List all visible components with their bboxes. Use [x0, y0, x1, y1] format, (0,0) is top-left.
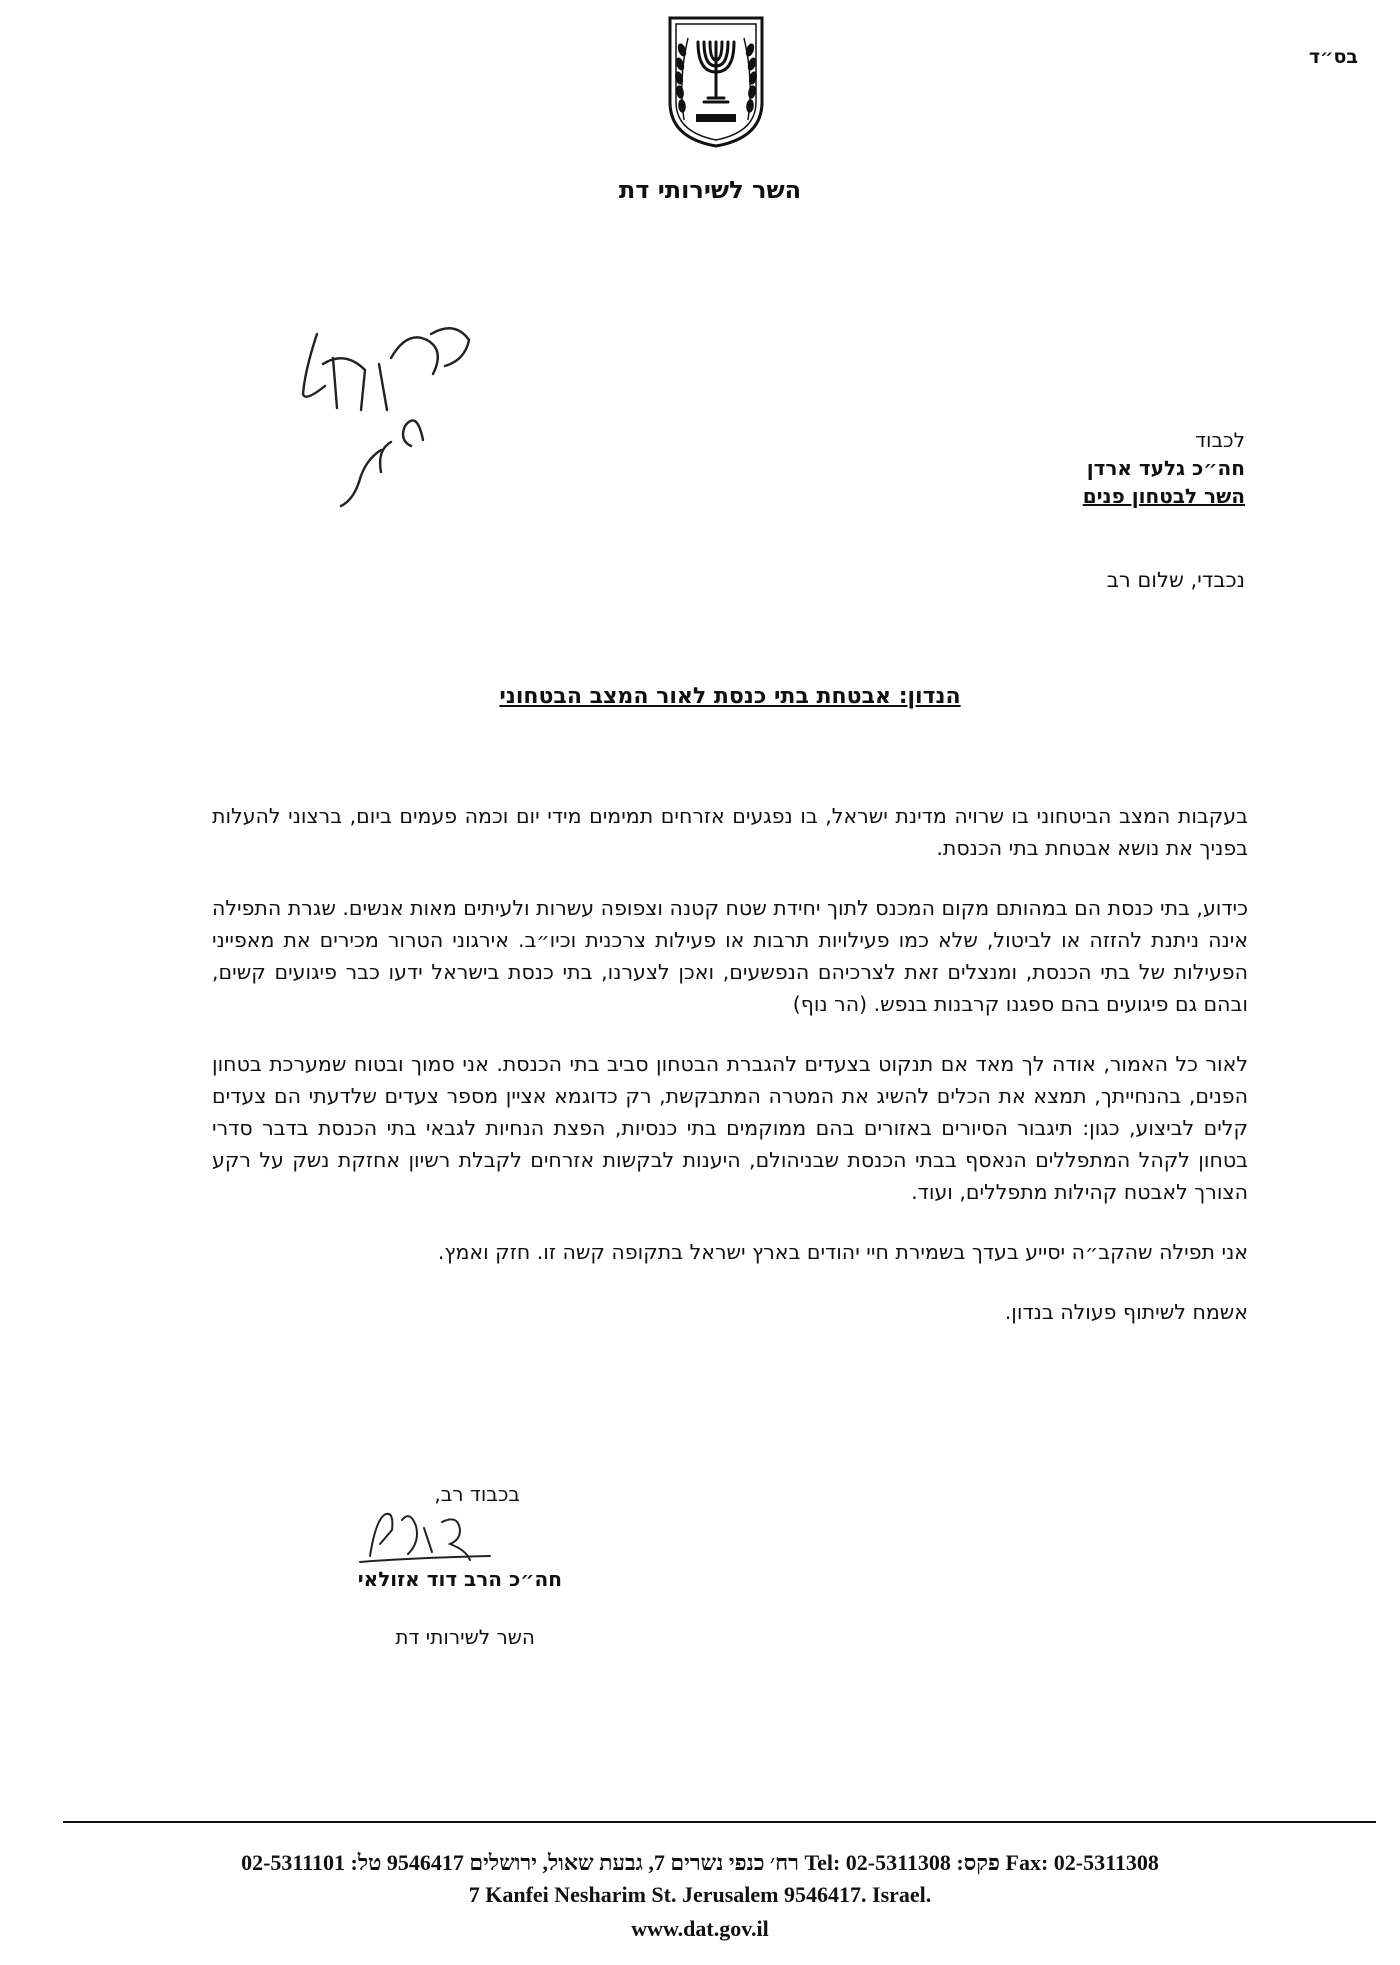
signer-name: חה״כ הרב דוד אזולאי: [357, 1567, 562, 1591]
handwritten-note-icon: [295, 310, 485, 520]
state-emblem-icon: [660, 10, 772, 150]
recipient-honorific: לכבוד: [1195, 428, 1245, 452]
footer-contact-line: רח׳ כנפי נשרים 7, גבעת שאול, ירושלים 9546417 טל: 02-5311101 Tel: 02-5311308 :פקס Fax: 02-5311308: [241, 1850, 1159, 1875]
recipient-name: חה״כ גלעד ארדן: [1086, 456, 1245, 480]
ministry-title: השר לשירותי דת: [618, 176, 802, 204]
recipient-title: השר לבטחון פנים: [1082, 484, 1245, 508]
greeting: נכבדי, שלום רב: [1106, 568, 1245, 592]
closing-line: בכבוד רב,: [434, 1482, 520, 1506]
subject-line: הנדון: אבטחת בתי כנסת לאור המצב הבטחוני: [499, 684, 961, 709]
paragraph-2: כידוע, בתי כנסת הם במהותם מקום המכנס לתוך יחידת שטח קטנה וצפופה עשרות ולעיתים מאות אנשים. שגרת התפילה אינה ניתנת להזזה או לביטול, שלא כמו פעילויות תרבות או פעילות צרכנית וכיו״ב. אירגוני הטרור מכירים את מאפייני הפעילות של בתי הכנסת, ומנצלים זאת לצרכיהם הנפשעים, ואכן לצערנו, בתי כנסת בישראל ידעו כבר פיגועים קשים, ובהם גם פיגועים בהם ספגנו קרבנות בנפש. (הר נוף): [212, 896, 1248, 1016]
bsd-mark: בס״ד: [1308, 46, 1358, 68]
paragraph-5: אשמח לשיתוף פעולה בנדון.: [1004, 1300, 1248, 1324]
letter-body: [212, 800, 1248, 1356]
footer-website: www.dat.gov.il: [631, 1916, 769, 1941]
paragraph-4: אני תפילה שהקב״ה יסייע בעדך בשמירת חיי יהודים בארץ ישראל בתקופה קשה זו. חזק ואמץ.: [437, 1240, 1248, 1264]
signer-title: השר לשירותי דת: [395, 1625, 535, 1649]
footer-english-address: 7 Kanfei Nesharim St. Jerusalem 9546417. Israel.: [468, 1882, 932, 1907]
footer-divider: [63, 1821, 1376, 1823]
paragraph-3: לאור כל האמור, אודה לך מאד אם תנקוט בצעדים להגברת הבטחון סביב בתי הכנסת. אני סמוך ובטוח שמערכת בטחון הפנים, בהנחייתך, תמצא את הכלים להשיג את המטרה המתבקשת, רק כדוגמא אציין מספר צעדים שלדעתי הם צעדים קלים לביצוע, כגון: תיגבור הסיורים באזורים בהם ממוקמים בתי כנסיות, הפצת הנחיות לגבאי בתי הכנסת בדבר סדרי בטחון לקהל המתפללים הנאסף בבתי הכנסת שבניהולם, היענות לבקשות אזרחים לקבלת רשיון אחזקת נשק על רקע הצורך לאבטח קהילות מתפללים, ועוד.: [212, 1052, 1248, 1204]
recipient-block: [1083, 426, 1245, 510]
signature-icon: [350, 1500, 500, 1570]
paragraph-1: בעקבות המצב הביטחוני בו שרויה מדינת ישראל, בו נפגעים אזרחים תמימים מידי יום וכמה פעמים ביום, ברצוני להעלות בפניך את נושא אבטחת בתי הכנסת.: [212, 804, 1248, 860]
